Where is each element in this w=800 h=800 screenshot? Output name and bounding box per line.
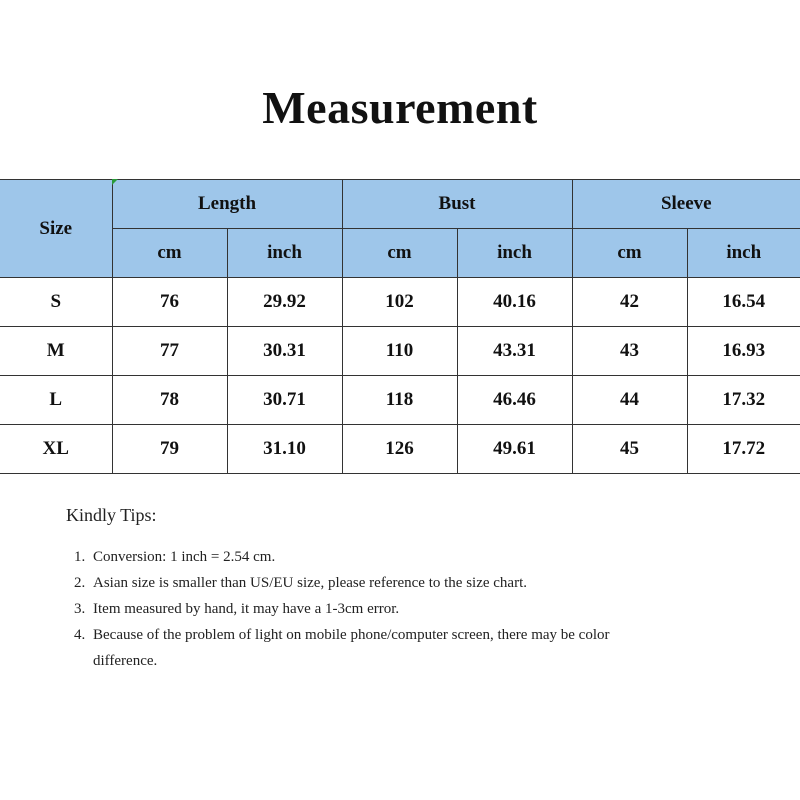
bust-header: Bust (342, 180, 572, 229)
table-cell: 17.72 (687, 425, 800, 474)
sleeve-header: Sleeve (572, 180, 800, 229)
bust-cm-header: cm (342, 229, 457, 278)
table-cell: 40.16 (457, 278, 572, 327)
table-cell: 49.61 (457, 425, 572, 474)
table-cell: 16.93 (687, 327, 800, 376)
table-row (0, 425, 800, 474)
table-cell: 76 (112, 278, 227, 327)
tips-list (66, 544, 666, 674)
table-cell: 102 (342, 278, 457, 327)
length-header: Length (112, 180, 342, 229)
table-cell: 78 (112, 376, 227, 425)
table-cell: 46.46 (457, 376, 572, 425)
size-cell: XL (0, 425, 112, 474)
table-cell: 45 (572, 425, 687, 474)
table-cell: 110 (342, 327, 457, 376)
size-cell: L (0, 376, 112, 425)
cell-corner-marker (112, 179, 118, 185)
list-item: 3. Item measured by hand, it may have a 1-3cm error. (89, 596, 666, 622)
length-cm-header: cm (112, 229, 227, 278)
length-inch-header: inch (227, 229, 342, 278)
table-row (0, 376, 800, 425)
list-item: 1. Conversion: 1 inch = 2.54 cm. (89, 544, 666, 570)
table-cell: 126 (342, 425, 457, 474)
size-header: Size (0, 180, 112, 278)
table-cell: 118 (342, 376, 457, 425)
table-cell: 77 (112, 327, 227, 376)
size-cell: M (0, 327, 112, 376)
size-cell: S (0, 278, 112, 327)
table-cell: 44 (572, 376, 687, 425)
sleeve-cm-header: cm (572, 229, 687, 278)
tips-title: Kindly Tips: (66, 505, 157, 525)
table-cell: 79 (112, 425, 227, 474)
table-cell: 42 (572, 278, 687, 327)
size-chart-table (0, 179, 800, 474)
table-row (0, 327, 800, 376)
table-cell: 43.31 (457, 327, 572, 376)
table-cell: 29.92 (227, 278, 342, 327)
sleeve-inch-header: inch (687, 229, 800, 278)
list-item: 4. Because of the problem of light on mobile phone/computer screen, there may be color difference. (89, 622, 666, 674)
table-cell: 43 (572, 327, 687, 376)
kindly-tips (66, 505, 666, 674)
table-row (0, 278, 800, 327)
page-title: Measurement (262, 82, 538, 133)
list-item: 2. Asian size is smaller than US/EU size, please reference to the size chart. (89, 570, 666, 596)
table-cell: 17.32 (687, 376, 800, 425)
table-cell: 16.54 (687, 278, 800, 327)
table-cell: 31.10 (227, 425, 342, 474)
table-cell: 30.71 (227, 376, 342, 425)
bust-inch-header: inch (457, 229, 572, 278)
table-cell: 30.31 (227, 327, 342, 376)
